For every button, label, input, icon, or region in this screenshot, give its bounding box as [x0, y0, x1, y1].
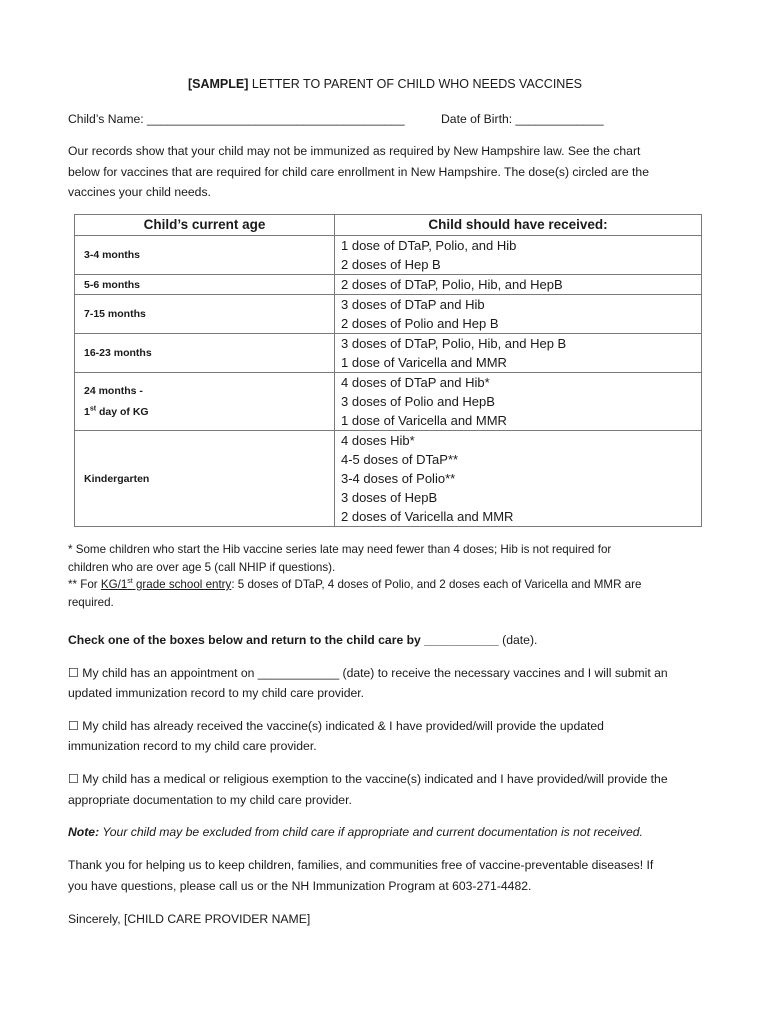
- intro-line-1: Our records show that your child may not be immunized as required by New Hampshire law. See the chart: [68, 144, 641, 158]
- footnote-kg-prefix: ** For: [68, 578, 101, 591]
- table-header-row: [75, 215, 702, 236]
- received-line: 2 doses of Polio and Hep B: [341, 316, 499, 331]
- vaccine-requirements-table: [74, 214, 702, 527]
- check-instruction-bold: Check one of the boxes below and return to the child care by ___________: [68, 633, 499, 647]
- table-row: [75, 295, 702, 334]
- table-row: [75, 334, 702, 373]
- intro-line-2: below for vaccines that are required for child care enrollment in New Hampshire. The dose(s) circled are the: [68, 165, 649, 179]
- title-text: LETTER TO PARENT OF CHILD WHO NEEDS VACCINES: [248, 77, 583, 91]
- footnote-kg-rest: : 5 doses of DTaP, 4 doses of Polio, and 2 doses each of Varicella and MMR are: [231, 578, 642, 591]
- received-line: 3 doses of DTaP and Hib: [341, 297, 485, 312]
- age-cell: 3-4 months: [75, 236, 335, 275]
- date-of-birth-field: Date of Birth: _____________: [441, 112, 604, 126]
- footnote-kg-ordinal: st: [127, 578, 133, 586]
- received-line: 3 doses of DTaP, Polio, Hib, and Hep B: [341, 336, 567, 351]
- received-line: 4 doses of DTaP and Hib*: [341, 375, 490, 390]
- table-row: [75, 431, 702, 527]
- age-cell: 7-15 months: [75, 295, 335, 334]
- received-line: 3-4 doses of Polio**: [341, 471, 456, 486]
- age-ordinal-suffix: st: [89, 405, 97, 412]
- received-line: 1 dose of Varicella and MMR: [341, 413, 507, 428]
- received-line: 2 doses of Hep B: [341, 257, 441, 272]
- received-line: 3 doses of HepB: [341, 490, 438, 505]
- option-exemption-line-1[interactable]: ☐ My child has a medical or religious exemption to the vaccine(s) indicated and I have provided/will provide the: [68, 772, 668, 786]
- age-cell: Kindergarten: [75, 431, 335, 527]
- received-line: 4 doses Hib*: [341, 433, 415, 448]
- footnote-hib-line-2: children who are over age 5 (call NHIP if questions).: [68, 561, 336, 574]
- received-cell: [335, 373, 702, 431]
- table-row: [75, 275, 702, 295]
- title-sample-tag: [SAMPLE]: [187, 77, 249, 91]
- note-label: Note:: [68, 825, 100, 839]
- thanks-line-2: you have questions, please call us or the NH Immunization Program at 603-271-4482.: [68, 879, 532, 893]
- received-cell: [335, 275, 702, 295]
- received-cell: [335, 236, 702, 275]
- received-cell: [335, 334, 702, 373]
- footnote-kg-underlined: [101, 578, 231, 591]
- footnote-kg-entry: grade school entry: [132, 578, 232, 591]
- closing-signature: Sincerely, [CHILD CARE PROVIDER NAME]: [68, 912, 311, 926]
- option-appointment-line-2: updated immunization record to my child care provider.: [68, 686, 365, 700]
- table-row: [75, 373, 702, 431]
- header-should-have-received: Child should have received:: [335, 215, 702, 236]
- exclusion-note: [68, 822, 643, 842]
- age-day-number: 1: [84, 405, 90, 418]
- option-appointment-line-1[interactable]: ☐ My child has an appointment on ____________ (date) to receive the necessary vaccines and I will submit an: [68, 666, 668, 680]
- letter-title: [0, 74, 770, 94]
- received-cell: [335, 431, 702, 527]
- header-current-age: Child’s current age: [75, 215, 335, 236]
- footnote-kg-line-1: [68, 576, 641, 594]
- check-instruction: [68, 630, 537, 650]
- age-line-2: [84, 401, 334, 423]
- received-line: 1 dose of Varicella and MMR: [341, 355, 507, 370]
- intro-line-3: vaccines your child needs.: [68, 185, 211, 199]
- check-instruction-date: (date).: [498, 633, 538, 647]
- received-line: 2 doses of Varicella and MMR: [341, 509, 514, 524]
- received-line: 3 doses of Polio and HepB: [341, 394, 495, 409]
- table-row: [75, 236, 702, 275]
- received-line: 2 doses of DTaP, Polio, Hib, and HepB: [341, 277, 563, 292]
- received-line: 1 dose of DTaP, Polio, and Hib: [341, 238, 517, 253]
- childs-name-field: Child’s Name: ______________________________________: [68, 112, 405, 126]
- footnote-kg-grade: KG/1: [100, 578, 128, 591]
- age-line-1: 24 months -: [84, 384, 143, 397]
- age-cell: 16-23 months: [75, 334, 335, 373]
- footnote-hib-line-1: * Some children who start the Hib vaccine series late may need fewer than 4 doses; Hib is not required for: [68, 543, 612, 556]
- age-cell: [75, 373, 335, 431]
- age-cell: 5-6 months: [75, 275, 335, 295]
- option-exemption-line-2: appropriate documentation to my child care provider.: [68, 793, 352, 807]
- option-received-line-2: immunization record to my child care provider.: [68, 739, 317, 753]
- thanks-line-1: Thank you for helping us to keep children, families, and communities free of vaccine-preventable diseases! If: [68, 858, 654, 872]
- received-cell: [335, 295, 702, 334]
- note-text: Your child may be excluded from child care if appropriate and current documentation is not received.: [99, 825, 643, 839]
- option-received-line-1[interactable]: ☐ My child has already received the vaccine(s) indicated & I have provided/will provide the updated: [68, 719, 604, 733]
- received-line: 4-5 doses of DTaP**: [341, 452, 459, 467]
- footnote-kg-line-2: required.: [68, 596, 114, 609]
- age-day-text: day of KG: [96, 405, 149, 418]
